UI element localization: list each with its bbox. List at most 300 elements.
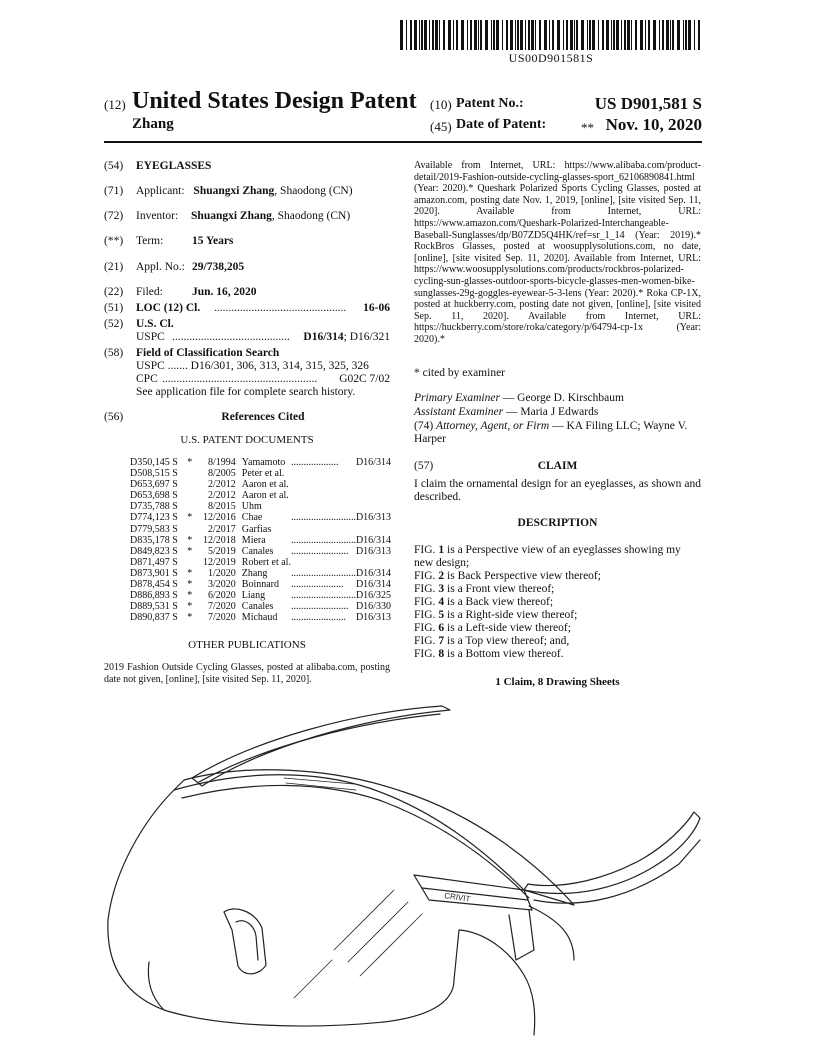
- barcode-bar: [574, 20, 575, 50]
- field-search-uspc: USPC ....... D16/301, 306, 313, 314, 315, 325, 326: [136, 360, 369, 372]
- barcode-bar: [570, 20, 573, 50]
- field-search-cpc-label: CPC: [136, 373, 158, 385]
- reference-dots: .......................: [290, 545, 349, 557]
- figure-text: is a Top view thereof; and,: [444, 635, 570, 647]
- reference-row: [130, 546, 391, 557]
- reference-star: [184, 479, 196, 490]
- code-45: (45): [430, 119, 452, 134]
- reference-class: D16/314: [355, 579, 391, 591]
- patent-number: US D901,581 S: [594, 94, 702, 113]
- reference-star: *: [187, 579, 193, 591]
- nose-pad: [224, 909, 266, 974]
- reference-class: [356, 501, 391, 512]
- inventor-location: , Shaodong (CN): [271, 210, 351, 222]
- reference-date: 6/2020: [208, 590, 236, 602]
- field-search-note: See application file for complete search history.: [136, 386, 356, 398]
- barcode-bar: [552, 20, 554, 50]
- reference-row: [130, 490, 391, 501]
- reference-date: 2/2012: [208, 490, 236, 502]
- field-search-cpc-value: G02C 7/02: [339, 373, 390, 385]
- figure-text: is a Perspective view of an eyeglasses showing my new design;: [414, 544, 681, 569]
- barcode-bar: [598, 20, 599, 50]
- hinge-drop: [509, 910, 534, 960]
- reference-date: 2/2017: [208, 523, 236, 535]
- uspc-primary: D16/314: [303, 331, 344, 343]
- figure-description: [414, 635, 701, 648]
- reference-name: Uhm: [241, 501, 262, 513]
- attorney-name: — KA Filing LLC; Wayne V. Harper: [414, 420, 688, 445]
- barcode-bar: [414, 20, 417, 50]
- reference-dots: ..........................: [290, 590, 356, 602]
- reference-row: [130, 601, 391, 612]
- filed-label: Filed:: [136, 286, 163, 298]
- reference-name: Robert et al.: [241, 556, 291, 568]
- code-52: (52): [104, 318, 124, 330]
- figure-label: FIG.: [414, 544, 436, 556]
- figure-label: FIG.: [414, 596, 436, 608]
- reference-date: 12/2018: [203, 534, 236, 546]
- barcode-bar: [606, 20, 609, 50]
- reference-row: [130, 579, 391, 590]
- claims-sheets-summary: 1 Claim, 8 Drawing Sheets: [495, 676, 620, 688]
- barcode-bar: [510, 20, 513, 50]
- applicant-location: , Shaodong (CN): [274, 185, 353, 197]
- barcode-bar: [480, 20, 482, 50]
- reference-name: Aaron et al.: [241, 490, 289, 502]
- code-10: (10): [430, 97, 452, 112]
- uspc-value: [300, 331, 390, 344]
- other-publication-left: 2019 Fashion Outside Cycling Glasses, posted at alibaba.com, posting date not given, [online], [site visited Sep. 11, 2020].: [104, 662, 390, 685]
- lens-reflection-line: [294, 960, 332, 998]
- appl-no-value: 29/738,205: [192, 261, 245, 273]
- barcode-bar: [685, 20, 687, 50]
- figure-text: is a Front view thereof;: [444, 583, 555, 595]
- barcode-bar: [666, 20, 669, 50]
- hinge-detail: [422, 888, 528, 900]
- date-of-patent-label: Date of Patent:: [456, 117, 547, 132]
- other-publications-continued: Available from Internet, URL: https://www.alibaba.com/product-detail/2019-Fashion-outside-cycling-glasses-sport_62106890841.html (Year: 2020).* Queshark Polarized Sports Cycling Glasses, posted at amazon.com, posting date Nov. 1, 2019, [online], [site visited Sep. 11, 2020]. Available from Internet, URL: https://www.amazon.com/Queshark-Polarized-Interchangeable-Baseball-Sunglasses/dp/B07ZD5Q4HK/ref=sr_1_14 (Year: 2019).* RockBros Glasses, posted at woosupplysolutions.com, no date, [online], [site visited Sep. 11, 2020]. Available from Internet, URL: https://www.woosupplysolutions.com/products/rockbros-polarized-cycling-sun-glasses-outdoor-sports-bicycle-glasses-men-women-bike-sunglasses-29g-goggles-eyewear-5-3-lens (Year: 2020).* Roka CP-1X, posted at huckberry.com, posting date not given, [online], [site visited Sep. 11, 2020]. Available from Internet, URL: https://huckberry.com/store/roka/category/p/64794-cp-1x (Year: 2020).*: [414, 160, 701, 345]
- barcode-bar: [419, 20, 420, 50]
- figure-descriptions: [414, 544, 701, 661]
- near-temple-lower: [529, 906, 574, 960]
- claim-text: I claim the ornamental design for an eyeglasses, as shown and described.: [414, 478, 701, 503]
- reference-date: 7/2020: [208, 612, 236, 624]
- reference-name: Yamamoto: [241, 457, 286, 468]
- code-22: (22): [104, 286, 124, 298]
- lens-reflection-line: [360, 914, 422, 976]
- us-patent-docs-heading: U.S. PATENT DOCUMENTS: [180, 434, 314, 446]
- field-search-cpc-dots: ......................................................: [162, 373, 318, 385]
- reference-row: [130, 457, 391, 468]
- reference-class: D16/325: [355, 590, 391, 602]
- reference-dots: ...................: [290, 457, 339, 468]
- barcode-bar: [611, 20, 612, 50]
- reference-class: D16/330: [355, 601, 391, 613]
- figure-label: FIG.: [414, 635, 436, 647]
- barcode: [400, 20, 702, 50]
- reference-class: [356, 468, 391, 479]
- figure-number: 8: [438, 648, 445, 660]
- lens-lower-edge: [148, 962, 164, 1010]
- reference-star: *: [187, 601, 193, 613]
- reference-row: [130, 535, 391, 546]
- figure-description: [414, 622, 701, 635]
- reference-number: D871,497 S: [130, 556, 178, 568]
- barcode-bar: [635, 20, 637, 50]
- barcode-bar: [406, 20, 407, 50]
- reference-number: D653,698 S: [130, 490, 178, 502]
- figure-number: 5: [438, 609, 445, 621]
- reference-row: [130, 479, 391, 490]
- figure-description: [414, 583, 701, 596]
- figure-description: [414, 648, 701, 661]
- barcode-bar: [566, 20, 568, 50]
- claim-heading: CLAIM: [537, 460, 578, 472]
- lens-reflection-line: [334, 890, 394, 950]
- reference-star: [184, 490, 196, 501]
- barcode-bar: [683, 20, 684, 50]
- reference-dots: .....................: [290, 579, 344, 591]
- figure-number: 6: [438, 622, 445, 634]
- primary-examiner-label: Primary Examiner: [414, 392, 500, 404]
- code-12: (12): [104, 97, 126, 112]
- uspc-secondary: ; D16/321: [343, 331, 390, 343]
- patent-type-title: United States Design Patent: [132, 88, 417, 114]
- barcode-bar: [439, 20, 440, 50]
- nose-pad-inner: [236, 921, 258, 960]
- reference-star: *: [187, 534, 193, 546]
- barcode-bar: [429, 20, 430, 50]
- reference-name: Miera: [241, 534, 266, 546]
- reference-date: 7/2020: [208, 601, 236, 613]
- reference-class: D16/314: [355, 457, 391, 468]
- barcode-bar: [502, 20, 503, 50]
- code-56: (56): [104, 411, 124, 423]
- barcode-bar: [563, 20, 564, 50]
- reference-star: *: [187, 567, 193, 579]
- reference-number: D878,454 S: [130, 579, 178, 591]
- barcode-bar: [581, 20, 584, 50]
- figure-description: [414, 544, 701, 570]
- reference-class: D16/314: [355, 534, 391, 546]
- reference-row: [130, 501, 391, 512]
- figure-number: 2: [438, 570, 445, 582]
- reference-class: D16/313: [355, 612, 391, 624]
- reference-number: D508,515 S: [130, 468, 178, 480]
- barcode-bar: [461, 20, 464, 50]
- barcode-bar: [421, 20, 423, 50]
- lens-reflection-line: [348, 902, 408, 962]
- reference-date: 8/2015: [208, 501, 236, 513]
- code-54: (54): [104, 160, 124, 172]
- reference-row: [130, 512, 391, 523]
- reference-star: *: [187, 545, 193, 557]
- assistant-examiner-label: Assistant Examiner: [414, 406, 504, 418]
- barcode-bar: [525, 20, 526, 50]
- barcode-bar: [506, 20, 508, 50]
- barcode-bar: [410, 20, 412, 50]
- figure-number: 4: [438, 596, 445, 608]
- figure-label: FIG.: [414, 609, 436, 621]
- reference-class: D16/313: [355, 512, 391, 524]
- reference-dots: [291, 468, 356, 479]
- patent-no-label: Patent No.:: [456, 96, 524, 111]
- barcode-bar: [493, 20, 495, 50]
- us-references-table: [130, 457, 391, 623]
- inventor-label: Inventor:: [136, 210, 179, 222]
- barcode-bar: [424, 20, 427, 50]
- barcode-bar: [616, 20, 619, 50]
- other-publications-heading: OTHER PUBLICATIONS: [188, 639, 306, 651]
- reference-name: Aaron et al.: [241, 479, 289, 491]
- assistant-examiner-name: — Maria J Edwards: [503, 406, 599, 418]
- figure-number: 1: [438, 544, 445, 556]
- figure-text: is a Left-side view thereof;: [444, 622, 571, 634]
- barcode-bar: [496, 20, 499, 50]
- reference-class: [356, 524, 391, 535]
- inventor-name: Shuangxi Zhang: [191, 210, 272, 222]
- reference-number: D873,901 S: [130, 567, 178, 579]
- applicant-name: Shuangxi Zhang: [193, 185, 275, 197]
- reference-name: Canales: [241, 601, 274, 613]
- loc-value: 16-06: [363, 302, 390, 314]
- frame-top-band: [174, 770, 574, 905]
- barcode-bar: [517, 20, 519, 50]
- loc-label: LOC (12) Cl.: [136, 302, 201, 314]
- figure-number: 7: [438, 635, 445, 647]
- barcode-bar: [653, 20, 656, 50]
- filed-value: Jun. 16, 2020: [192, 286, 257, 298]
- reference-number: D735,788 S: [130, 501, 178, 513]
- reference-number: D653,697 S: [130, 479, 178, 491]
- figure-label: FIG.: [414, 570, 436, 582]
- field-search-label: Field of Classification Search: [136, 347, 280, 359]
- assistant-examiner: [414, 406, 598, 419]
- barcode-bar: [694, 20, 695, 50]
- reference-class: [356, 490, 391, 501]
- date-mark: **: [581, 120, 594, 135]
- reference-class: [356, 479, 391, 490]
- figure-description: [414, 596, 701, 609]
- barcode-bar: [453, 20, 454, 50]
- reference-number: D835,178 S: [130, 534, 178, 546]
- barcode-bar: [688, 20, 691, 50]
- figure-number: 3: [438, 583, 445, 595]
- code-51: (51): [104, 302, 124, 314]
- barcode-bar: [432, 20, 434, 50]
- appl-no-label: Appl. No.:: [136, 261, 185, 273]
- barcode-bar: [400, 20, 403, 50]
- barcode-bar: [659, 20, 660, 50]
- barcode-bar: [535, 20, 536, 50]
- references-cited-heading: References Cited: [221, 411, 305, 423]
- reference-dots: [291, 524, 356, 535]
- reference-dots: ..........................: [290, 567, 356, 579]
- reference-name: Boinnard: [241, 579, 280, 591]
- barcode-bar: [456, 20, 458, 50]
- code-74: (74): [414, 420, 434, 432]
- code-57: (57): [414, 460, 434, 472]
- figure-text: is Back Perspective view thereof;: [444, 570, 601, 582]
- reference-row: [130, 524, 391, 535]
- design-title: EYEGLASSES: [136, 160, 212, 172]
- reference-star: *: [187, 457, 193, 468]
- inventor-surname: Zhang: [132, 116, 174, 132]
- reference-star: [184, 468, 196, 479]
- figure-label: FIG.: [414, 583, 436, 595]
- barcode-bar: [672, 20, 674, 50]
- barcode-bar: [491, 20, 492, 50]
- reference-name: Liang: [241, 590, 266, 602]
- reference-dots: ..........................: [290, 512, 356, 524]
- code-58: (58): [104, 347, 124, 359]
- primary-examiner-name: — George D. Kirschbaum: [499, 392, 624, 404]
- barcode-number: US00D901581S: [508, 51, 594, 65]
- figure-description: [414, 570, 701, 583]
- applicant-label: Applicant:: [136, 185, 185, 197]
- barcode-bar: [467, 20, 468, 50]
- reference-dots: [291, 501, 356, 512]
- barcode-bar: [435, 20, 438, 50]
- reference-star: [184, 501, 196, 512]
- reference-star: [184, 524, 196, 535]
- reference-number: D889,531 S: [130, 601, 178, 613]
- reference-row: [130, 557, 391, 568]
- reference-row: [130, 568, 391, 579]
- reference-name: Chae: [241, 512, 263, 524]
- barcode-bar: [602, 20, 604, 50]
- code-72: (72): [104, 210, 124, 222]
- loc-dots: ..............................................: [214, 302, 347, 314]
- reference-dots: [291, 557, 356, 568]
- reference-name: Peter et al.: [241, 468, 285, 480]
- primary-examiner: [414, 392, 624, 405]
- attorney-label: Attorney, Agent, or Firm: [436, 420, 550, 432]
- term-label: Term:: [136, 235, 164, 247]
- barcode-bar: [621, 20, 622, 50]
- figure-text: is a Bottom view thereof.: [444, 648, 564, 660]
- reference-number: D350,145 S: [130, 457, 178, 468]
- reference-star: *: [187, 612, 193, 624]
- reference-date: 3/2020: [208, 579, 236, 591]
- applicant-line: [136, 185, 353, 198]
- reference-dots: [291, 490, 356, 501]
- reference-date: 12/2016: [203, 512, 236, 524]
- barcode-bar: [613, 20, 615, 50]
- cited-by-examiner-note: * cited by examiner: [414, 367, 506, 379]
- figure-label: FIG.: [414, 622, 436, 634]
- reference-class: D16/313: [355, 545, 391, 557]
- reference-name: Canales: [241, 545, 274, 557]
- description-heading: DESCRIPTION: [517, 517, 598, 529]
- code-71: (71): [104, 185, 124, 197]
- reference-row: [130, 468, 391, 479]
- barcode-bar: [587, 20, 588, 50]
- reference-date: 1/2020: [208, 567, 236, 579]
- reference-star: *: [187, 590, 193, 602]
- term-value: 15 Years: [192, 235, 234, 247]
- us-cl-label: U.S. Cl.: [136, 318, 174, 330]
- barcode-bar: [544, 20, 547, 50]
- barcode-bar: [589, 20, 591, 50]
- reference-number: D890,837 S: [130, 612, 178, 624]
- barcode-bar: [631, 20, 632, 50]
- barcode-bar: [474, 20, 477, 50]
- barcode-bar: [478, 20, 479, 50]
- header-rule: [104, 141, 702, 143]
- barcode-bar: [576, 20, 578, 50]
- reference-class: D16/314: [355, 567, 391, 579]
- barcode-bar: [549, 20, 550, 50]
- reference-date: 5/2019: [208, 545, 236, 557]
- reference-number: D849,823 S: [130, 545, 178, 557]
- reference-name: Michaud: [241, 612, 278, 624]
- reference-star: *: [187, 512, 193, 524]
- figure-text: is a Back view thereof;: [444, 596, 554, 608]
- vent-slot: [286, 783, 356, 790]
- barcode-bar: [515, 20, 516, 50]
- frame-top-inner: [182, 785, 529, 898]
- reference-dots: ..........................: [290, 534, 356, 546]
- code-term: (**): [104, 235, 124, 247]
- barcode-bar: [645, 20, 646, 50]
- barcode-bar: [539, 20, 541, 50]
- barcode-bar: [648, 20, 650, 50]
- reference-class: [356, 557, 391, 568]
- code-21: (21): [104, 261, 124, 273]
- barcode-bar: [627, 20, 630, 50]
- reference-dots: ......................: [290, 612, 346, 624]
- inventor-line: [136, 210, 350, 223]
- reference-date: 8/1994: [208, 457, 236, 468]
- uspc-dots: .........................................: [172, 331, 290, 343]
- uspc-label: USPC: [136, 331, 165, 343]
- attorney-agent: [414, 420, 701, 446]
- reference-date: 2/2012: [208, 479, 236, 491]
- reference-dots: [291, 479, 356, 490]
- reference-name: Garfias: [241, 523, 272, 535]
- barcode-bar: [698, 20, 700, 50]
- lens-outline: [108, 790, 535, 1035]
- eyeglasses-drawing: [104, 700, 702, 1045]
- barcode-bar: [443, 20, 445, 50]
- barcode-bar: [624, 20, 626, 50]
- barcode-bar: [531, 20, 534, 50]
- reference-number: D774,123 S: [130, 512, 178, 524]
- barcode-bar: [448, 20, 451, 50]
- patent-date: Nov. 10, 2020: [605, 115, 702, 134]
- barcode-bar: [520, 20, 523, 50]
- barcode-bar: [592, 20, 595, 50]
- barcode-bar: [557, 20, 560, 50]
- reference-row: [130, 590, 391, 601]
- far-temple-inner: [199, 714, 440, 782]
- reference-number: D779,583 S: [130, 523, 178, 535]
- barcode-bar: [485, 20, 488, 50]
- barcode-bar: [528, 20, 530, 50]
- figure-text: is a Right-side view thereof;: [444, 609, 578, 621]
- barcode-bar: [670, 20, 671, 50]
- barcode-bar: [677, 20, 680, 50]
- reference-date: 8/2005: [208, 468, 236, 480]
- barcode-bar: [640, 20, 643, 50]
- reference-row: [130, 612, 391, 623]
- reference-star: [184, 557, 196, 568]
- figure-description: [414, 609, 701, 622]
- reference-dots: .......................: [290, 601, 349, 613]
- barcode-bar: [470, 20, 472, 50]
- barcode-bar: [662, 20, 664, 50]
